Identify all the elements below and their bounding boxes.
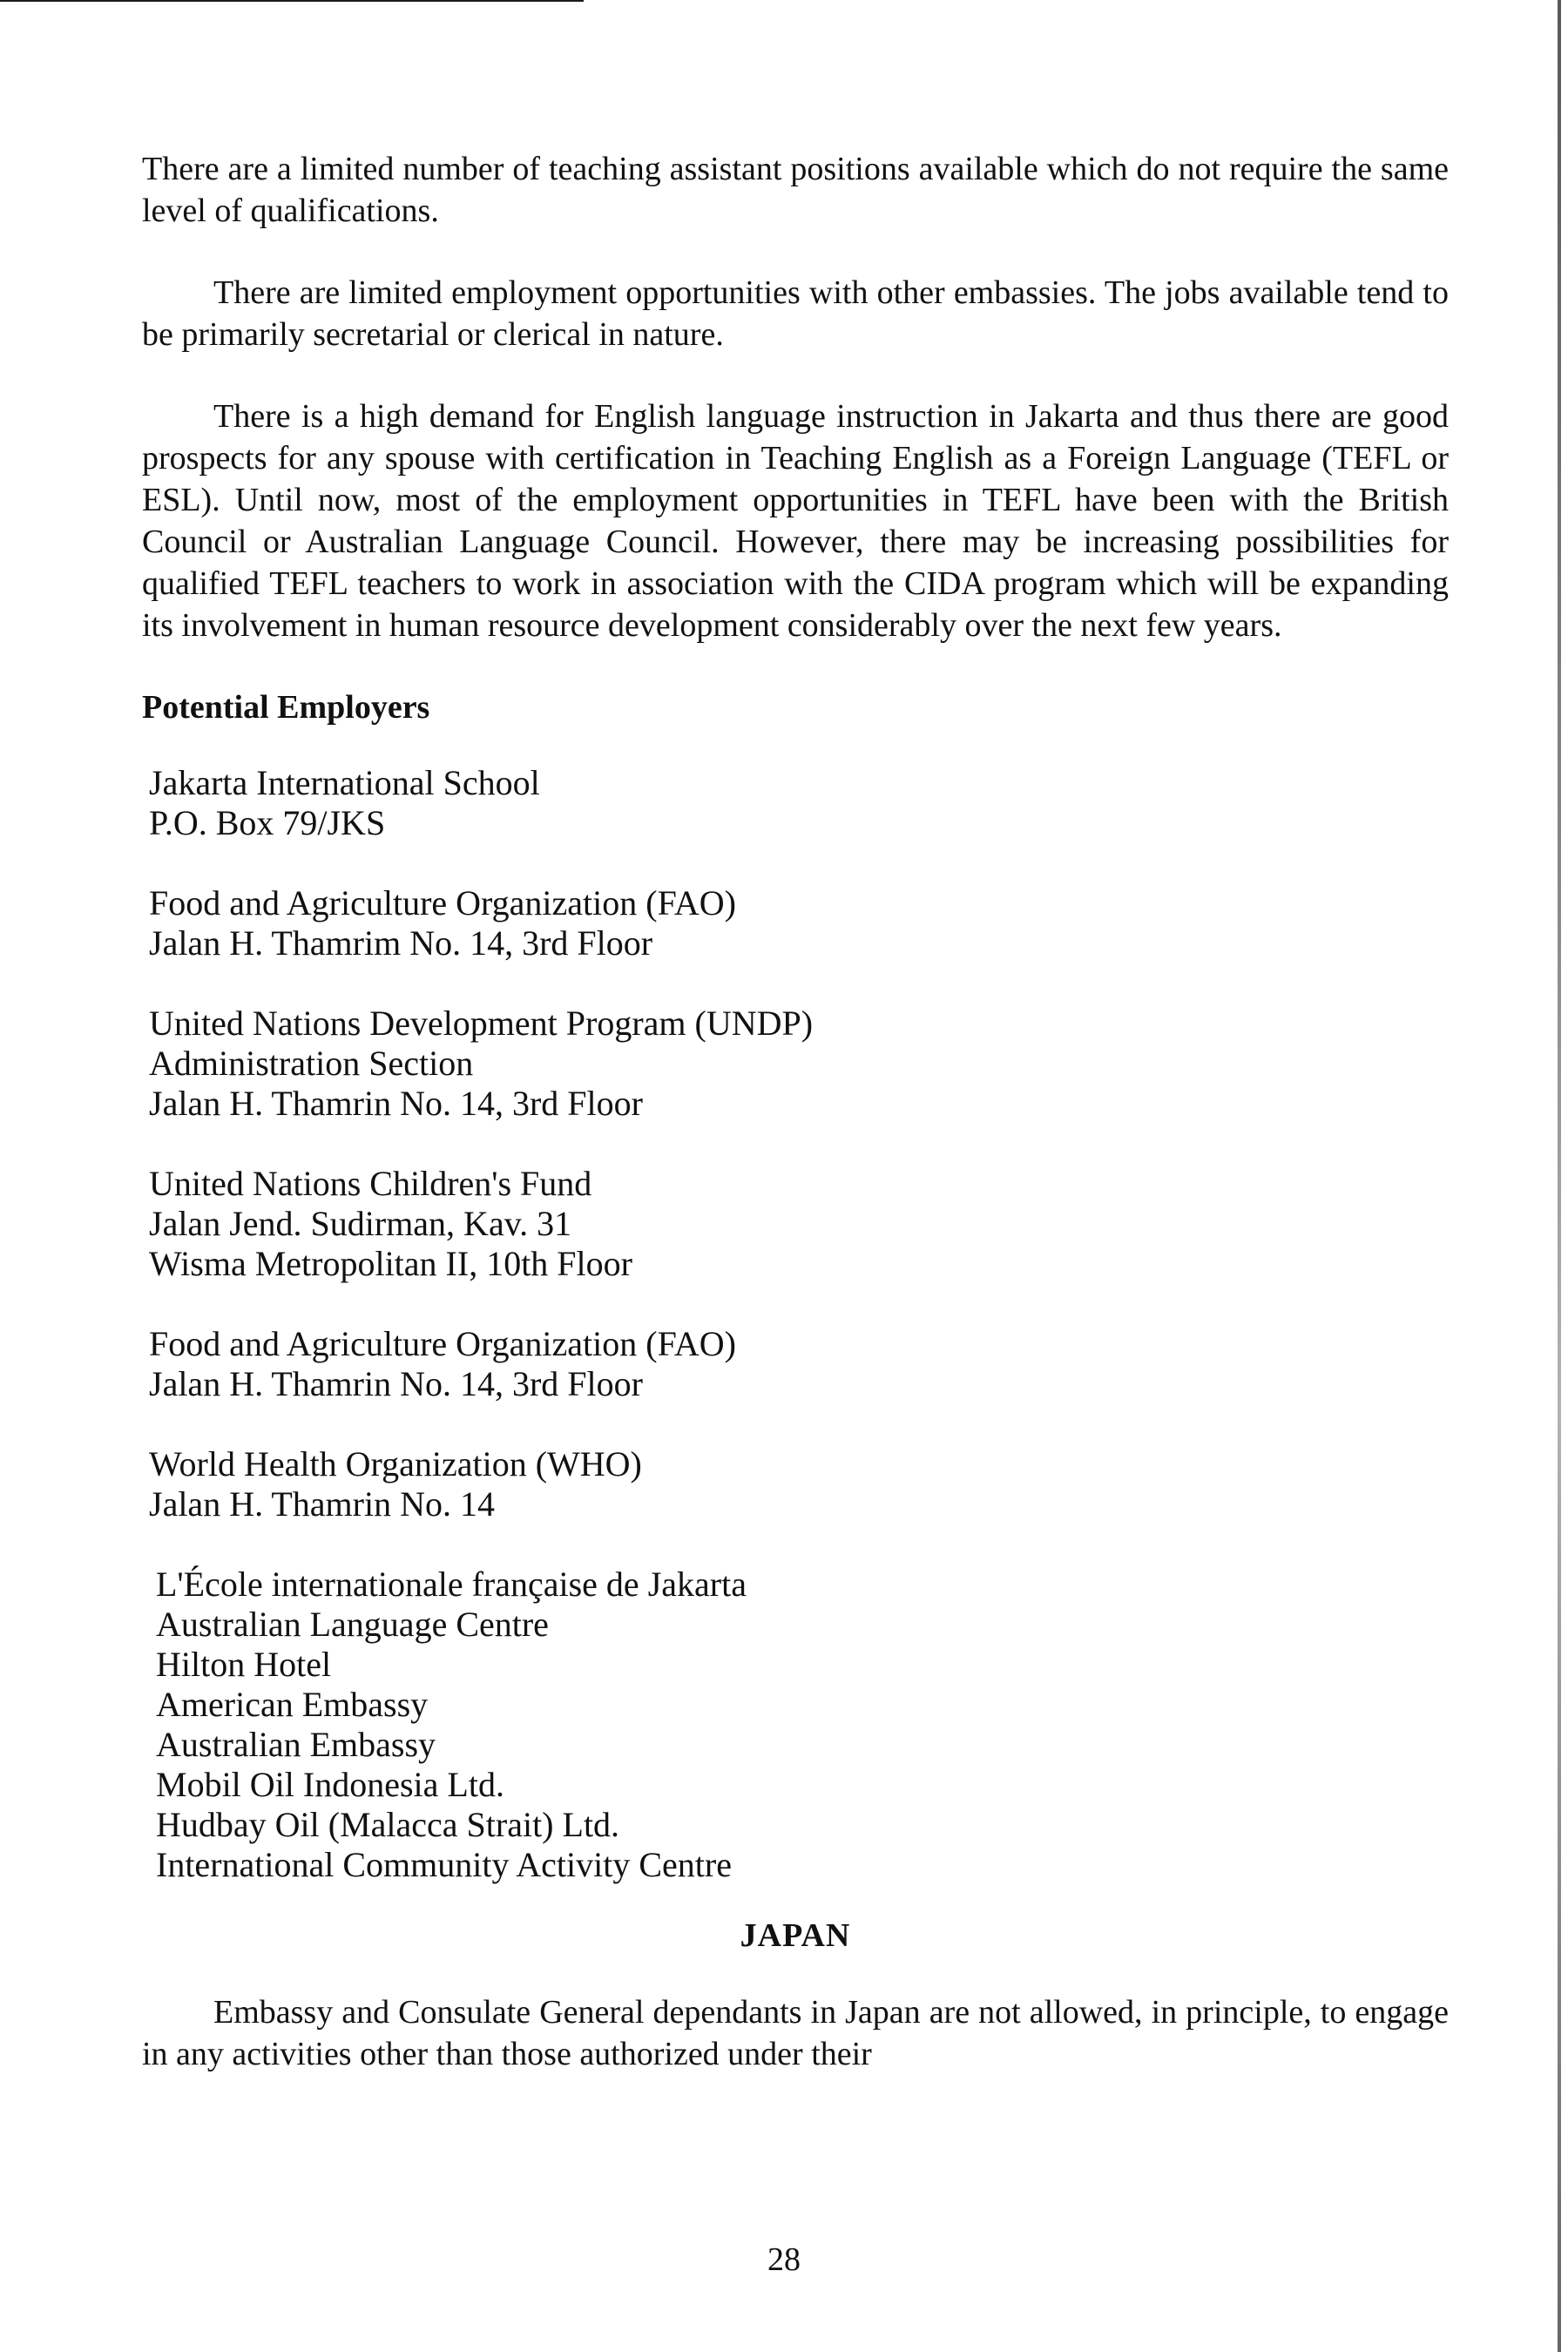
intro-paragraphs — [142, 148, 1449, 646]
employer-name: United Nations Development Program (UNDP) — [149, 1004, 814, 1043]
paragraph-teaching-assistant: There are a limited number of teaching assistant positions available which do not require the same level of qualifications. — [142, 151, 1449, 229]
section-title-japan: JAPAN — [740, 1917, 851, 1954]
employer-block — [149, 763, 1449, 843]
other-employer-item: Mobil Oil Indonesia Ltd. — [156, 1765, 504, 1804]
other-employer-item: L'École internationale française de Jakarta — [156, 1565, 747, 1604]
employer-name: Jakarta International School — [149, 763, 540, 802]
employer-address-line: Jalan H. Thamrim No. 14, 3rd Floor — [149, 923, 653, 963]
other-employers-list — [156, 1565, 1449, 1885]
employer-block — [149, 1444, 1449, 1524]
other-employer-item: International Community Activity Centre — [156, 1845, 732, 1884]
binding-edge — [1558, 0, 1561, 2352]
employer-address-line: Administration Section — [149, 1044, 474, 1083]
employer-address-line: Jalan H. Thamrin No. 14 — [149, 1484, 495, 1524]
document-page — [142, 148, 1449, 2115]
page-number: 28 — [767, 2241, 801, 2278]
other-employer-item: Hilton Hotel — [156, 1645, 332, 1684]
other-employer-item: Australian Embassy — [156, 1725, 436, 1764]
other-employer-item: Australian Language Centre — [156, 1605, 549, 1644]
employer-name: United Nations Children's Fund — [149, 1164, 592, 1203]
employer-block — [149, 1164, 1449, 1284]
top-rule — [0, 0, 584, 2]
employer-address-line: P.O. Box 79/JKS — [149, 803, 386, 842]
employers-heading: Potential Employers — [142, 689, 430, 726]
employer-name: World Health Organization (WHO) — [149, 1444, 642, 1484]
employer-address-line: Jalan Jend. Sudirman, Kav. 31 — [149, 1204, 572, 1243]
employer-address-line: Jalan H. Thamrin No. 14, 3rd Floor — [149, 1364, 643, 1403]
paragraph-english-demand: There is a high demand for English language instruction in Jakarta and thus there are good prospects for any spouse with certification in Teaching English as a Foreign Language (TEFL or ESL). Until now, most of the employment opportunities in TEFL have been with the British Council or Australian Language Council. However, there may be increasing possibilities for qualified TEFL teachers to work in association with the CIDA program which will be expanding its involvement in human resource development considerably over the next few years. — [142, 398, 1449, 644]
other-employer-item: Hudbay Oil (Malacca Strait) Ltd. — [156, 1805, 620, 1844]
paragraph-japan: Embassy and Consulate General dependants in Japan are not allowed, in principle, to engage in any activities other than those authorized under their — [142, 1994, 1449, 2072]
employer-block — [149, 1004, 1449, 1124]
employer-name: Food and Agriculture Organization (FAO) — [149, 1324, 736, 1363]
employer-block — [149, 883, 1449, 963]
employer-name: Food and Agriculture Organization (FAO) — [149, 883, 736, 923]
employers-list — [142, 763, 1449, 1524]
employer-block — [149, 1324, 1449, 1404]
other-employer-item: American Embassy — [156, 1685, 429, 1724]
employer-address-line: Jalan H. Thamrin No. 14, 3rd Floor — [149, 1084, 643, 1123]
employer-address-line: Wisma Metropolitan II, 10th Floor — [149, 1244, 632, 1283]
paragraph-embassies: There are limited employment opportunities with other embassies. The jobs available tend to be primarily secretarial or clerical in nature. — [142, 274, 1449, 353]
